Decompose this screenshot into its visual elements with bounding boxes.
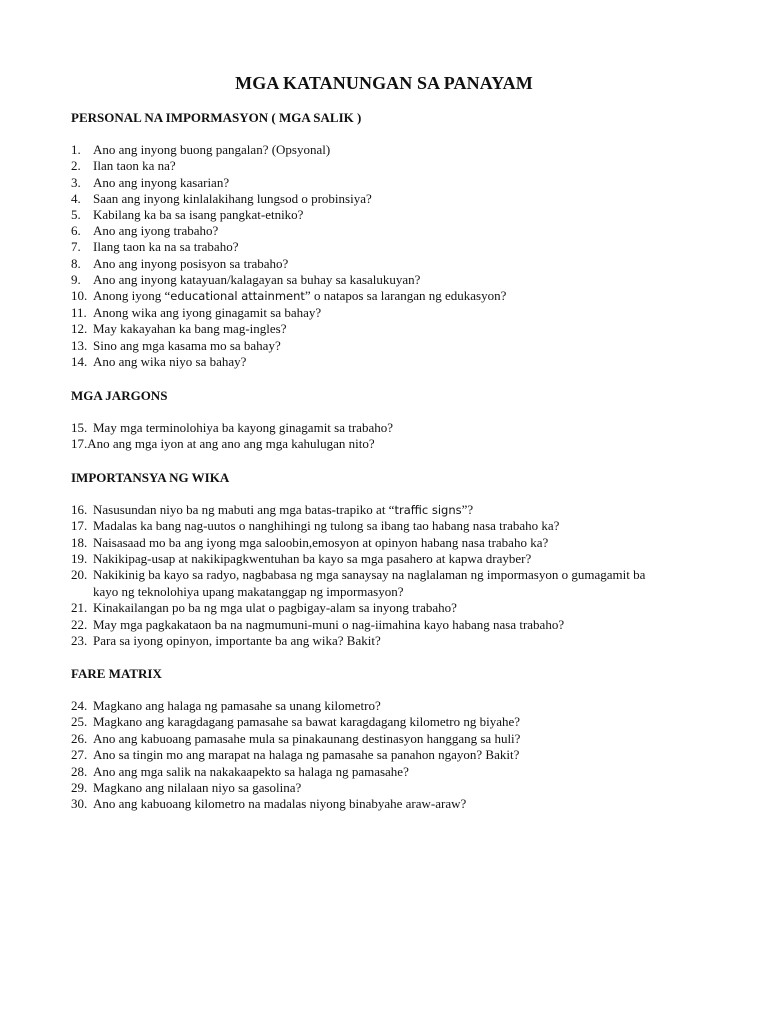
question-item — [71, 305, 321, 321]
question-text: Magkano ang halaga ng pamasahe sa unang kilometro? — [93, 698, 381, 713]
question-number: 28. — [71, 764, 88, 779]
question-item — [71, 714, 520, 730]
question-item — [71, 617, 564, 633]
question-text-pre: Anong iyong “ — [93, 288, 171, 303]
question-text: Magkano ang nilalaan niyo sa gasolina? — [93, 780, 302, 795]
question-item — [71, 780, 301, 796]
question-number: 30. — [71, 796, 88, 811]
question-item — [71, 288, 506, 304]
question-item — [71, 420, 393, 436]
question-number: 5. — [71, 207, 81, 222]
question-text: Nakikinig ba kayo sa radyo, nagbabasa ng mga sanaysay na naglalaman ng impormasyon o gumagamit ba — [93, 567, 646, 582]
question-number: 7. — [71, 239, 81, 254]
question-number: 13. — [71, 338, 88, 353]
question-text: Ano ang inyong katayuan/kalagayan sa buhay sa kasalukuyan? — [93, 272, 421, 287]
question-number: 9. — [71, 272, 81, 287]
section-heading-fare-matrix: FARE MATRIX — [71, 666, 162, 681]
question-item — [71, 502, 473, 518]
question-number: 17. — [71, 518, 88, 533]
question-item — [71, 796, 466, 812]
question-item — [71, 354, 246, 370]
question-text-continuation: kayo ng teknolohiya upang makatanggap ng impormasyon? — [93, 584, 404, 599]
question-text: Ano ang mga iyon at ang ano ang mga kahulugan nito? — [87, 436, 375, 451]
question-text-term: traffic signs — [394, 503, 462, 517]
question-item — [71, 158, 176, 174]
question-text: Para sa iyong opinyon, importante ba ang wika? Bakit? — [93, 633, 381, 648]
question-text: Saan ang inyong kinlalakihang lungsod o probinsiya? — [93, 191, 372, 206]
question-item — [71, 338, 281, 354]
question-number: 19. — [71, 551, 88, 566]
question-number: 29. — [71, 780, 88, 795]
question-number: 20. — [71, 567, 88, 582]
question-item — [71, 256, 288, 272]
document-title: MGA KATANUNGAN SA PANAYAM — [235, 73, 533, 93]
question-text: May kakayahan ka bang mag-ingles? — [93, 321, 287, 336]
question-item — [71, 567, 645, 583]
question-item — [71, 518, 559, 534]
question-text: Naisasaad mo ba ang iyong mga saloobin,emosyon at opinyon habang nasa trabaho ka? — [93, 535, 549, 550]
question-item — [71, 747, 519, 763]
question-number: 3. — [71, 175, 81, 190]
question-number: 15. — [71, 420, 88, 435]
question-number: 2. — [71, 158, 81, 173]
question-item — [71, 223, 218, 239]
question-number: 21. — [71, 600, 88, 615]
question-item — [71, 551, 531, 567]
question-number: 14. — [71, 354, 88, 369]
question-item — [71, 535, 548, 551]
question-text-term: educational attainment — [170, 289, 305, 303]
question-number: 4. — [71, 191, 81, 206]
section-heading-personal: PERSONAL NA IMPORMASYON ( MGA SALIK ) — [71, 110, 362, 125]
question-number: 11. — [71, 305, 87, 320]
question-number: 6. — [71, 223, 81, 238]
question-text: Ano ang kabuoang kilometro na madalas niyong binabyahe araw-araw? — [93, 796, 467, 811]
question-text: Ano sa tingin mo ang marapat na halaga ng pamasahe sa panahon ngayon? Bakit? — [93, 747, 520, 762]
question-text: May mga pagkakataon ba na nagmumuni-muni o nag-iimahina kayo habang nasa trabaho? — [93, 617, 565, 632]
question-item — [71, 321, 286, 337]
question-number: 12. — [71, 321, 88, 336]
question-number: 18. — [71, 535, 88, 550]
question-text: Ano ang kabuoang pamasahe mula sa pinakaunang destinasyon hanggang sa huli? — [93, 731, 521, 746]
question-text: Ano ang inyong buong pangalan? (Opsyonal) — [93, 142, 331, 157]
question-text: Ano ang inyong kasarian? — [93, 175, 230, 190]
question-text: Anong wika ang iyong ginagamit sa bahay? — [93, 305, 322, 320]
question-text: Kinakailangan po ba ng mga ulat o pagbigay-alam sa inyong trabaho? — [93, 600, 457, 615]
question-text: Ano ang mga salik na nakakaapekto sa halaga ng pamasahe? — [93, 764, 409, 779]
question-number: 25. — [71, 714, 88, 729]
question-item — [71, 436, 375, 452]
question-item — [71, 207, 303, 223]
question-number: 16. — [71, 502, 88, 517]
question-number: 17. — [71, 436, 88, 451]
question-text: Nakikipag-usap at nakikipagkwentuhan ba kayo sa mga pasahero at kapwa drayber? — [93, 551, 532, 566]
question-item — [71, 698, 381, 714]
question-number: 10. — [71, 288, 88, 303]
question-text-post: ”? — [461, 502, 474, 517]
question-text-post: ” o natapos sa larangan ng edukasyon? — [304, 288, 507, 303]
question-number: 8. — [71, 256, 81, 271]
question-item — [71, 600, 457, 616]
question-text: Ano ang iyong trabaho? — [93, 223, 219, 238]
question-text: Kabilang ka ba sa isang pangkat-etniko? — [93, 207, 304, 222]
question-text: Ano ang inyong posisyon sa trabaho? — [93, 256, 289, 271]
section-heading-importansya: IMPORTANSYA NG WIKA — [71, 470, 230, 485]
question-text: May mga terminolohiya ba kayong ginagamit sa trabaho? — [93, 420, 393, 435]
question-item — [71, 191, 372, 207]
question-number: 24. — [71, 698, 88, 713]
question-text: Ano ang wika niyo sa bahay? — [93, 354, 247, 369]
question-item — [71, 175, 229, 191]
question-item — [71, 142, 330, 158]
question-item — [71, 633, 381, 649]
question-item — [71, 764, 409, 780]
question-number: 23. — [71, 633, 88, 648]
question-number: 27. — [71, 747, 88, 762]
question-text-pre: Nasusundan niyo ba ng mabuti ang mga batas-trapiko at “ — [93, 502, 395, 517]
question-text: Ilan taon ka na? — [93, 158, 176, 173]
question-text: Ilang taon ka na sa trabaho? — [93, 239, 239, 254]
question-number: 26. — [71, 731, 88, 746]
question-item — [71, 731, 520, 747]
question-number: 1. — [71, 142, 81, 157]
question-item — [71, 239, 238, 255]
question-text: Magkano ang karagdagang pamasahe sa bawat karagdagang kilometro ng biyahe? — [93, 714, 521, 729]
question-text: Madalas ka bang nag-uutos o nanghihingi ng tulong sa ibang tao habang nasa trabaho ka? — [93, 518, 560, 533]
question-number: 22. — [71, 617, 88, 632]
section-heading-jargons: MGA JARGONS — [71, 388, 168, 403]
question-text: Sino ang mga kasama mo sa bahay? — [93, 338, 281, 353]
question-item — [71, 272, 420, 288]
